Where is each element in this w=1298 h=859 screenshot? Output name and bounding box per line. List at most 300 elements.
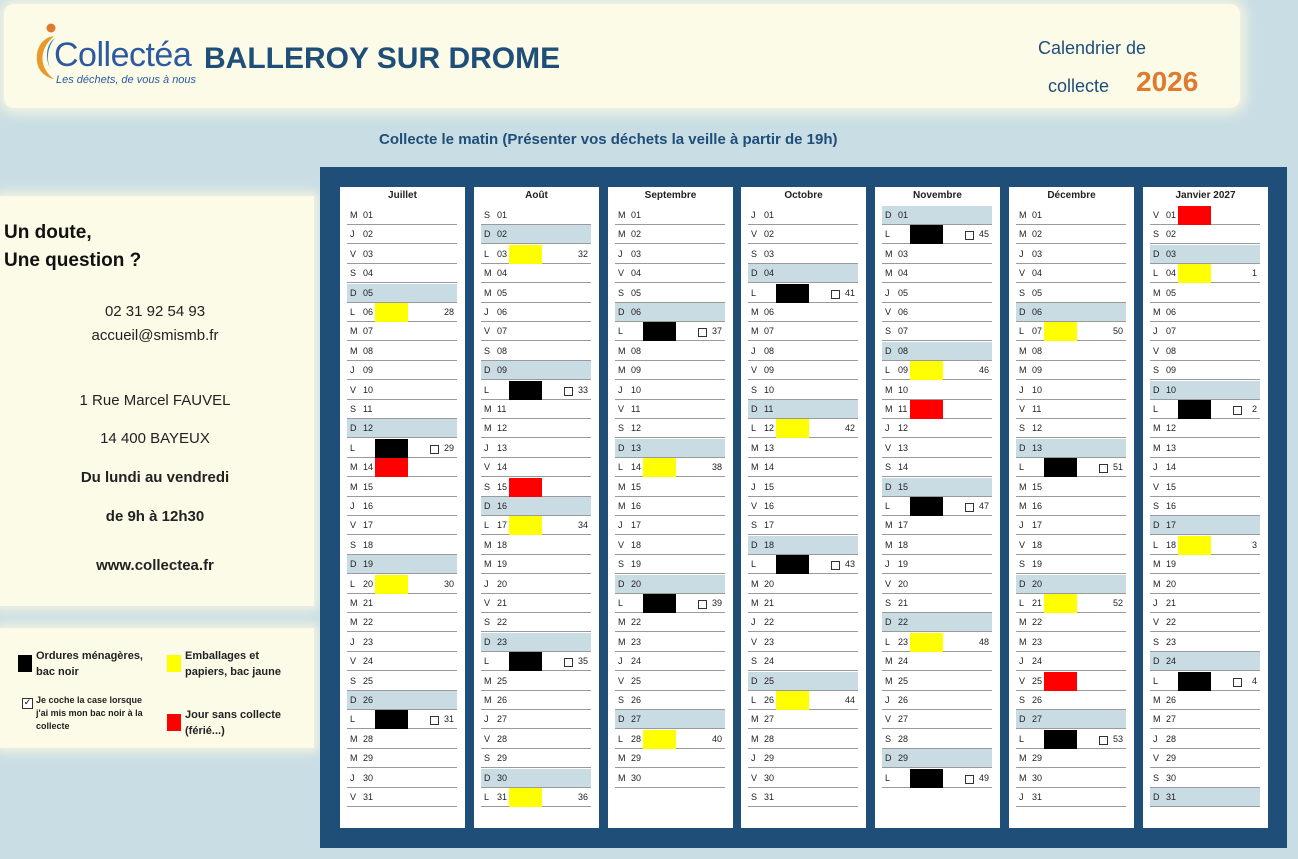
month-column: [1009, 187, 1134, 828]
collection-marker-black: [1044, 458, 1077, 477]
day-letter: J: [484, 307, 489, 317]
collection-marker-yellow: [910, 633, 943, 652]
legend-yellow-swatch: [167, 655, 181, 672]
day-letter: L: [484, 248, 490, 259]
day-row: [615, 575, 725, 594]
day-letter: S: [350, 539, 357, 550]
day-row: [347, 730, 457, 749]
day-letter: D: [1019, 714, 1026, 725]
day-number: 02: [898, 229, 909, 240]
collection-checkbox[interactable]: [1233, 406, 1242, 415]
day-row: [748, 575, 858, 594]
day-letter: V: [751, 772, 758, 783]
day-row: [1016, 575, 1126, 594]
day-row: [481, 284, 591, 303]
day-row: [615, 749, 725, 768]
day-letter: L: [484, 384, 490, 395]
collection-marker-black: [375, 439, 408, 458]
day-letter: J: [885, 559, 890, 570]
day-number: 30: [363, 772, 374, 783]
day-row: [1150, 555, 1260, 574]
day-letter: M: [618, 772, 626, 783]
day-letter: M: [1019, 636, 1027, 647]
collection-checkbox[interactable]: [965, 775, 974, 784]
day-letter: M: [350, 345, 358, 356]
week-number: 48: [978, 636, 989, 647]
day-number: 14: [631, 462, 642, 473]
day-row: [748, 400, 858, 419]
day-number: 17: [363, 520, 374, 531]
day-row: [882, 419, 992, 438]
day-letter: J: [1019, 792, 1024, 802]
collection-checkbox[interactable]: [965, 231, 974, 240]
day-number: 30: [1166, 772, 1177, 783]
day-row: [615, 206, 725, 225]
day-row: [1150, 245, 1260, 264]
day-row: [882, 633, 992, 652]
day-number: 15: [497, 481, 508, 492]
day-row: [615, 613, 725, 632]
day-row: [882, 536, 992, 555]
day-row: [615, 264, 725, 283]
day-number: 10: [497, 384, 508, 395]
day-number: 10: [1032, 384, 1043, 395]
collection-marker-yellow: [1044, 322, 1077, 341]
day-row: [347, 439, 457, 458]
day-letter: D: [751, 675, 758, 686]
day-number: 28: [631, 733, 642, 744]
day-row: [615, 652, 725, 671]
day-number: 30: [631, 772, 642, 783]
day-letter: V: [885, 442, 892, 453]
day-row: [882, 710, 992, 729]
day-number: 12: [1032, 423, 1043, 434]
day-row: [1016, 245, 1126, 264]
day-letter: D: [1153, 384, 1160, 395]
collection-marker-yellow: [509, 245, 542, 264]
day-number: 07: [1032, 326, 1043, 337]
day-letter: S: [350, 268, 357, 279]
day-row: [882, 322, 992, 341]
collection-checkbox[interactable]: [564, 387, 573, 396]
day-number: 20: [898, 578, 909, 589]
day-row: [1150, 458, 1260, 477]
day-row: [615, 672, 725, 691]
day-row: [615, 225, 725, 244]
day-row: [481, 769, 591, 788]
day-number: 20: [1166, 578, 1177, 589]
day-number: 11: [1166, 404, 1176, 414]
day-letter: M: [1153, 442, 1161, 453]
day-number: 10: [764, 384, 775, 395]
collection-checkbox[interactable]: [831, 290, 840, 299]
day-row: [1016, 516, 1126, 535]
day-letter: M: [350, 462, 358, 473]
day-letter: J: [751, 345, 756, 356]
day-letter: V: [618, 675, 625, 686]
day-number: 31: [363, 792, 374, 802]
day-row: [882, 264, 992, 283]
day-number: 11: [1032, 404, 1042, 414]
day-number: 16: [764, 501, 775, 511]
day-number: 18: [764, 539, 775, 550]
contact-phone: 02 31 92 54 93: [104, 303, 206, 320]
day-letter: V: [350, 792, 357, 802]
day-number: 17: [898, 520, 909, 531]
day-number: 03: [1166, 248, 1177, 259]
day-number: 26: [497, 695, 508, 705]
day-letter: D: [885, 345, 892, 356]
day-letter: M: [1019, 481, 1027, 492]
day-letter: D: [1153, 792, 1160, 802]
day-row: [481, 264, 591, 283]
day-number: 07: [764, 326, 775, 337]
day-row: [748, 672, 858, 691]
day-letter: J: [885, 695, 890, 705]
month-column: [741, 187, 866, 828]
week-number: 45: [978, 229, 989, 240]
header-banner: [4, 4, 1240, 108]
day-number: 08: [497, 345, 508, 356]
day-row: [347, 225, 457, 244]
day-number: 23: [1032, 636, 1043, 647]
day-letter: J: [885, 423, 890, 434]
collection-checkbox[interactable]: [965, 503, 974, 512]
day-row: [1016, 555, 1126, 574]
day-number: 15: [1032, 481, 1043, 492]
day-letter: L: [618, 462, 624, 473]
day-letter: M: [751, 733, 759, 744]
day-row: [1016, 730, 1126, 749]
day-number: 14: [1032, 462, 1043, 473]
day-number: 23: [764, 636, 775, 647]
day-row: [347, 691, 457, 710]
day-row: [748, 730, 858, 749]
week-number: 41: [844, 287, 855, 298]
day-row: [882, 555, 992, 574]
collection-checkbox[interactable]: [430, 716, 439, 725]
week-number: 43: [844, 559, 855, 570]
day-letter: M: [1019, 501, 1027, 511]
day-row: [481, 342, 591, 361]
day-row: [1016, 342, 1126, 361]
day-row: [481, 245, 591, 264]
day-number: 11: [898, 404, 908, 414]
day-number: 26: [898, 695, 909, 705]
day-row: [481, 555, 591, 574]
day-letter: V: [751, 636, 758, 647]
day-letter: J: [1019, 384, 1024, 395]
day-letter: V: [618, 539, 625, 550]
week-number: 50: [1112, 326, 1123, 337]
day-number: 18: [631, 539, 642, 550]
day-row: [615, 710, 725, 729]
day-row: [615, 478, 725, 497]
day-letter: V: [1019, 268, 1026, 279]
day-number: 04: [1166, 268, 1177, 279]
day-letter: S: [1019, 423, 1026, 434]
collection-checkbox[interactable]: [698, 328, 707, 337]
day-letter: J: [1153, 733, 1158, 744]
day-row: [748, 264, 858, 283]
day-number: 27: [764, 714, 775, 725]
day-number: 07: [497, 326, 508, 337]
day-number: 09: [497, 365, 508, 376]
day-letter: M: [1153, 307, 1161, 317]
contact-email[interactable]: accueil@smismb.fr: [91, 327, 219, 344]
day-letter: S: [350, 675, 357, 686]
day-number: 28: [764, 733, 775, 744]
day-row: [882, 672, 992, 691]
week-number: 33: [577, 384, 588, 395]
day-letter: V: [618, 404, 625, 414]
day-number: 08: [898, 345, 909, 356]
calendar-year: 2026: [1136, 66, 1199, 97]
collection-checkbox[interactable]: [831, 561, 840, 570]
day-letter: M: [1153, 423, 1161, 434]
collection-checkbox[interactable]: [1099, 464, 1108, 473]
day-row: [481, 381, 591, 400]
day-letter: J: [484, 442, 489, 453]
day-row: [481, 497, 591, 516]
day-letter: M: [751, 598, 759, 608]
day-number: 30: [898, 772, 909, 783]
day-row: [748, 284, 858, 303]
day-number: 03: [631, 248, 642, 259]
day-letter: D: [1019, 442, 1026, 453]
day-letter: S: [350, 404, 357, 414]
day-number: 15: [898, 481, 909, 492]
day-row: [882, 342, 992, 361]
day-number: 03: [764, 248, 775, 259]
day-number: 27: [1032, 714, 1043, 725]
day-row: [1016, 225, 1126, 244]
day-letter: D: [618, 578, 625, 589]
collection-checkbox[interactable]: [698, 600, 707, 609]
collection-checkbox[interactable]: [1233, 678, 1242, 687]
day-row: [882, 245, 992, 264]
day-row: [1016, 303, 1126, 322]
day-number: 10: [631, 384, 642, 395]
day-row: [882, 575, 992, 594]
day-letter: S: [1019, 559, 1026, 570]
day-letter: M: [618, 617, 626, 628]
day-letter: D: [751, 404, 758, 414]
day-row: [882, 691, 992, 710]
day-row: [347, 361, 457, 380]
day-letter: M: [751, 578, 759, 589]
day-row: [882, 284, 992, 303]
day-number: 05: [1166, 287, 1177, 298]
day-row: [882, 478, 992, 497]
day-row: [1016, 536, 1126, 555]
day-row: [748, 206, 858, 225]
day-number: 25: [898, 675, 909, 686]
contact-hours-time: de 9h à 12h30: [105, 508, 205, 525]
day-row: [347, 749, 457, 768]
day-row: [1150, 206, 1260, 225]
day-letter: M: [1019, 210, 1027, 220]
day-letter: V: [1019, 675, 1026, 686]
collection-marker-red: [1178, 206, 1211, 225]
day-number: 31: [497, 792, 508, 802]
day-letter: M: [885, 675, 893, 686]
day-number: 14: [363, 462, 374, 473]
day-number: 01: [1166, 210, 1177, 220]
day-row: [748, 303, 858, 322]
day-letter: M: [885, 248, 893, 259]
day-row: [481, 691, 591, 710]
month-title: Janvier 2027: [1175, 190, 1236, 201]
day-letter: S: [618, 423, 625, 434]
day-letter: M: [751, 326, 759, 337]
day-number: 18: [898, 539, 909, 550]
week-number: 40: [711, 733, 722, 744]
day-number: 13: [631, 442, 642, 453]
day-row: [347, 633, 457, 652]
day-row: [882, 730, 992, 749]
legend-red-swatch: [167, 714, 181, 731]
collection-marker-yellow: [509, 516, 542, 535]
day-letter: M: [885, 268, 893, 279]
day-letter: M: [1019, 229, 1027, 240]
month-column: [340, 187, 465, 828]
day-row: [481, 419, 591, 438]
day-row: [1150, 788, 1260, 807]
collection-marker-red: [910, 400, 943, 419]
day-number: 22: [363, 617, 374, 628]
day-letter: J: [1153, 326, 1158, 337]
day-number: 13: [497, 442, 508, 453]
day-number: 20: [363, 578, 374, 589]
day-number: 30: [764, 772, 775, 783]
collection-checkbox[interactable]: [564, 658, 573, 667]
day-row: [1150, 264, 1260, 283]
day-number: 11: [631, 404, 641, 414]
month-column: [1143, 187, 1268, 828]
day-number: 25: [497, 675, 508, 686]
day-row: [1150, 303, 1260, 322]
collection-checkbox[interactable]: [430, 445, 439, 454]
day-number: 23: [363, 636, 374, 647]
week-number: 36: [577, 792, 588, 802]
collection-checkbox[interactable]: [1099, 736, 1108, 745]
contact-website[interactable]: www.collectea.fr: [96, 557, 214, 574]
day-letter: V: [1019, 539, 1026, 550]
day-number: 10: [898, 384, 909, 395]
day-number: 23: [1166, 636, 1177, 647]
day-number: 19: [1166, 559, 1177, 570]
day-letter: L: [885, 365, 891, 376]
day-letter: S: [618, 559, 625, 570]
day-row: [748, 691, 858, 710]
day-letter: M: [618, 753, 626, 764]
day-number: 22: [1032, 617, 1043, 628]
day-letter: L: [1019, 598, 1025, 608]
day-letter: L: [885, 229, 891, 240]
day-letter: M: [484, 539, 492, 550]
day-row: [347, 672, 457, 691]
day-number: 06: [363, 307, 374, 317]
day-row: [347, 245, 457, 264]
week-number: 49: [978, 772, 989, 783]
day-number: 24: [1166, 656, 1177, 667]
day-letter: L: [618, 598, 624, 608]
collection-marker-yellow: [375, 303, 408, 322]
day-letter: L: [885, 772, 891, 783]
day-letter: S: [751, 520, 758, 531]
day-row: [748, 478, 858, 497]
month-title: Août: [525, 190, 548, 201]
day-number: 05: [1032, 287, 1043, 298]
day-row: [748, 749, 858, 768]
day-row: [481, 225, 591, 244]
legend-checkbox-icon: ✓: [23, 698, 32, 708]
day-number: 24: [1032, 656, 1043, 667]
day-number: 28: [898, 733, 909, 744]
day-number: 16: [898, 501, 909, 511]
day-row: [1150, 419, 1260, 438]
day-letter: L: [350, 714, 356, 725]
day-row: [748, 652, 858, 671]
day-number: 10: [363, 384, 374, 395]
day-number: 29: [898, 753, 909, 764]
day-letter: S: [751, 384, 758, 395]
day-row: [1016, 381, 1126, 400]
day-row: [615, 594, 725, 613]
day-row: [615, 245, 725, 264]
day-letter: S: [1153, 636, 1160, 647]
day-row: [347, 419, 457, 438]
day-number: 26: [1032, 695, 1043, 705]
day-number: 04: [631, 268, 642, 279]
week-number: 4: [1251, 675, 1257, 686]
day-number: 25: [1032, 675, 1043, 686]
day-row: [481, 206, 591, 225]
day-letter: L: [350, 442, 356, 453]
day-letter: D: [618, 442, 625, 453]
day-number: 06: [497, 307, 508, 317]
day-letter: M: [484, 695, 492, 705]
calendar-label-line2: collecte: [1048, 76, 1110, 96]
day-letter: J: [1019, 520, 1024, 531]
day-number: 04: [497, 268, 508, 279]
day-letter: V: [1153, 345, 1160, 356]
day-row: [748, 419, 858, 438]
day-row: [882, 381, 992, 400]
day-letter: J: [350, 501, 355, 511]
day-row: [615, 691, 725, 710]
day-row: [882, 613, 992, 632]
day-row: [615, 322, 725, 341]
day-letter: S: [1019, 287, 1026, 298]
day-letter: V: [350, 520, 357, 531]
day-letter: D: [484, 365, 491, 376]
day-letter: V: [1153, 753, 1160, 764]
month-column: [474, 187, 599, 828]
day-letter: S: [1153, 501, 1160, 511]
day-row: [1016, 361, 1126, 380]
day-row: [882, 594, 992, 613]
day-number: 22: [898, 617, 909, 628]
day-letter: M: [484, 675, 492, 686]
day-row: [1150, 633, 1260, 652]
day-letter: D: [885, 617, 892, 628]
collection-marker-yellow: [1178, 264, 1211, 283]
day-number: 13: [1166, 442, 1177, 453]
day-row: [347, 381, 457, 400]
collection-marker-red: [1044, 672, 1077, 691]
